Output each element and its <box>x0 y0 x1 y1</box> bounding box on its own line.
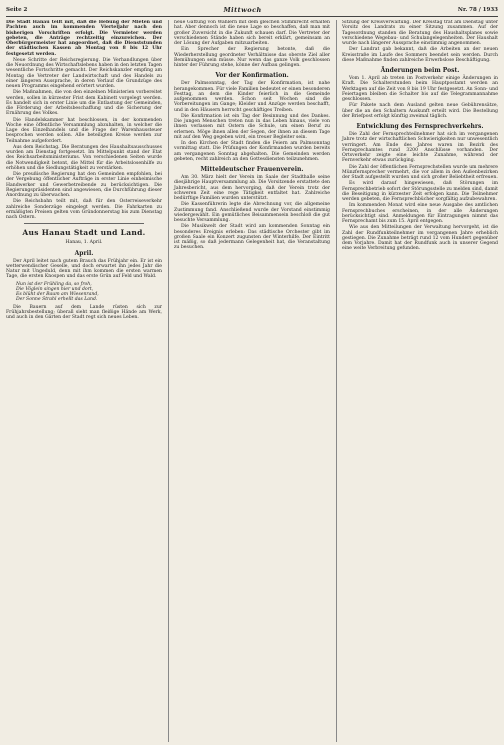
article-paragraph: Der Landrat gab bekannt, daß die Arbeiten an der neuen Kreisstraße im Laufe des Sommers beendet sein werden. Durch diese Maßnahme finden zahlreiche Erwerbslose Beschäftigung. <box>342 47 498 63</box>
article-paragraph: Es wird darauf hingewiesen, daß Störungen im Fernsprechbetrieb sofort der Störungsstelle zu melden sind, damit die Beseitigung in kürzester Zeit erfolgen kann. Die Teilnehmer werden gebeten, die Fernsprechbücher sorgfältig aufzubewahren. <box>342 181 498 202</box>
page-number: Seite 2 <box>6 7 28 13</box>
article-paragraph: Die Zahl der Fernsprechteilnehmer hat sich im vergangenen Jahre trotz der wirtschaftlichen Schwierigkeiten nur unwesentlich verringert. Am Ende des Jahres waren im Bezirk des Fernsprechamtes rund 3200 Anschlüsse vorhanden. Der Ortsverkehr zeigte eine leichte Zunahme, während der Fernverkehr etwas zurückging. <box>342 132 498 164</box>
dateline: Hanau, 1. April. <box>65 240 103 246</box>
poem <box>16 282 152 303</box>
article-heading: Vor der Konfirmation. <box>215 72 289 80</box>
article-paragraph: Die preußische Regierung hat den Gemeinden empfohlen, bei der Vergebung öffentlicher Aufträge in erster Linie einheimische Handwerker und Gewerbetreibende zu berücksichtigen. Die Regierungspräsidenten sind angewiesen, die Durchführung dieser Anordnung zu überwachen. <box>6 172 162 198</box>
article-paragraph: Die Handelskammer hat beschlossen, in der kommenden Woche eine öffentliche Versammlung abzuhalten, in welcher die Lage des Einzelhandels und die Frage der Warenhaussteuer besprochen werden sollen. Alle beteiligten Kreise werden zur Teilnahme aufgefordert. <box>6 117 162 144</box>
article-paragraph: Die Zahl der öffentlichen Fernsprechstellen wurde um mehrere Münzfernsprecher vermehrt, die vor allem in den Außenbezirken der Stadt aufgestellt wurden und sich großer Beliebtheit erfreuen. <box>342 164 498 180</box>
column-right <box>336 20 498 742</box>
poem-line: Der Sonne Strahl erhellt das Land. <box>16 297 98 303</box>
section-divider <box>24 223 144 224</box>
article-paragraph: In den Kirchen der Stadt finden die Feiern am Palmsonntag vormittag statt. Die Prüfungen der Konfirmanden wurden bereits am vergangenen Sonntag abgehalten. Die Gemeinden werden gebeten, recht zahlreich an den Gottesdiensten teilzunehmen. <box>174 141 330 162</box>
article-paragraph: Die Maßnahmen, die von den einzelnen Ministerien vorbereitet werden, sollen in kürzester Frist dem Kabinett vorgelegt werden. Es handelt sich in erster Linie um die Entlastung der Gemeinden, die Förderung der Arbeitsbeschaffung und die Sicherung der Ernährung des Volkes. <box>6 90 162 117</box>
article-paragraph: Wie aus den Mitteilungen der Verwaltung hervorgeht, ist die Zahl der Rundfunkteilnehmer im vergangenen Jahre erheblich gestiegen. Die Zunahme beträgt rund 12 vom Hundert gegenüber dem Vorjahre. Damit hat der Rundfunk auch in unserer Gegend eine weite Verbreitung gefunden. <box>342 225 498 252</box>
section-title: April. <box>74 249 94 257</box>
article-paragraph: Die Musikwelt der Stadt wird am kommenden Sonntag ein besonderes Ereignis erleben: Das städtische Orchester gibt im großen Saale ein Konzert zugunsten der Winterhilfe. Der Eintritt ist mäßig, so daß jedermann Gelegenheit hat, die Veranstaltung zu besuchen. <box>174 224 330 251</box>
lead-paragraph: Die Stadt Hanau teilt mit, daß die Hebung der Mieten und Pachten auch im kommenden Vierteljahr nach den bisherigen Vorschriften erfolgt. Die Vermieter werden gebeten, die Anträge rechtzeitig einzureichen. Der Oberbürgermeister hat angeordnet, daß die Dienststunden der städtischen Kassen ab Montag von 8 bis 12 Uhr festgesetzt werden. <box>6 20 162 57</box>
article-paragraph: Neue Schritte der Reichsregierung. Die Verhandlungen über die Neuordnung des Wirtschaftslebens haben in den letzten Tagen wesentliche Fortschritte gemacht. Der Reichskanzler empfing am Montag die Vertreter der Landwirtschaft und des Handels zu einer längeren Aussprache, in deren Verlauf die Grundzüge des neuen Programms eingehend erörtert wurden. <box>6 57 162 89</box>
article-paragraph: Der Palmsonntag, der Tag der Konfirmation, ist nahe herangekommen. Für viele Familien bedeutet er einen besonderen Festtag, an dem die Kinder feierlich in die Gemeinde aufgenommen werden. Schon seit Wochen sind die Vorbereitungen im Gange; Kleider und Anzüge werden beschafft, und in den Häusern herrscht geschäftiges Treiben. <box>174 81 330 113</box>
article-paragraph: Vom 1. April ab treten im Postverkehr einige Änderungen in Kraft. Die Schalterstunden beim Hauptpostamt werden an Werktagen auf die Zeit von 8 bis 19 Uhr festgesetzt. An Sonn- und Feiertagen bleiben die Schalter bis auf die Telegrammannahme geschlossen. <box>342 76 498 102</box>
poem-line: Es blüht der Baum am Wiesenrand, <box>16 292 99 297</box>
article-paragraph: Sitzung der Kreisverwaltung. Der Kreistag trat am Dienstag unter Vorsitz des Landrats zu einer Sitzung zusammen. Auf der Tagesordnung standen die Beratung des Haushaltsplanes sowie verschiedene Wegebau- und Schulangelegenheiten. Der Haushalt wurde nach längerer Aussprache einstimmig angenommen. <box>342 20 498 46</box>
issue-number: Nr. 78 / 1933 <box>457 7 498 13</box>
article-paragraph: Der April leitet nach gutem Brauch das Frühjahr ein. Er ist ein wetterwendischer Geselle, und doch erwartet ihn jedes Jahr die Natur mit Ungeduld, denn mit ihm kommen die ersten warmen Tage, die ersten Knospen und das erste Grün auf Feld und Wald. <box>6 258 162 280</box>
article-heading: Änderungen beim Post. <box>380 67 460 74</box>
section-heading: Aus Hanau Stadt und Land. <box>22 228 146 238</box>
column-left <box>6 20 162 742</box>
article-paragraph: neue Gattung von Wählern mit dem gleichen Stimmrecht erhalten hat. Aber dennoch ist die neue Lage so beschaffen, daß man mit großer Zuversicht in die Zukunft schauen darf. Die Vertreter der verschiedenen Stände haben sich bereit erklärt, gemeinsam an der Lösung der Aufgaben mitzuarbeiten. <box>174 20 330 46</box>
poem-line: Die Vöglein singen hier und dort, <box>16 286 94 292</box>
article-paragraph: Die Bauern auf dem Lande rüsten sich zur Frühjahrsbestellung; überall sieht man fleißige Hände am Werk, und auch in den Gärten der Stadt regt sich neues Leben. <box>6 304 162 320</box>
article-paragraph: Die Reichsbahn teilt mit, daß für den Osterreiseverkehr zahlreiche Sonderzüge eingelegt werden. Die Fahrkarten zu ermäßigten Preisen gelten vom Gründonnerstag bis zum Dienstag nach Ostern. <box>6 199 162 220</box>
column-middle <box>168 20 330 742</box>
poem-line: Nun ist der Frühling da, so froh, <box>16 281 92 287</box>
article-paragraph: Aus dem Reichstag. Die Beratungen des Haushaltsausschusses wurden am Dienstag fortgesetzt. Im Mittelpunkt stand der Etat des Reichsarbeitsministeriums. Von verschiedenen Seiten wurde die Notwendigkeit betont, die Mittel für die Arbeitslosenhilfe zu erhöhen und die Siedlungstätigkeit zu verstärken. <box>6 144 162 171</box>
article-heading: Entwicklung des Fernsprechverkehrs. <box>356 123 484 130</box>
article-paragraph: Ein Sprecher der Regierung betonte, daß die Wiederherstellung geordneter Verhältnisse das oberste Ziel aller Bemühungen sein müsse. Nur wenn das ganze Volk geschlossen hinter der Führung stehe, könne der Aufbau gelingen. <box>174 47 330 68</box>
article-heading: Mitteldeutscher Frauenverein. <box>200 166 304 173</box>
page-header <box>6 4 498 17</box>
article-paragraph: Die Kassenführerin legte die Abrechnung vor, die allgemeine Zustimmung fand. Anschließend wurde der Vorstand einstimmig wiedergewählt. Ein gemütliches Beisammensein beschloß die gut besuchte Versammlung. <box>174 202 330 223</box>
article-paragraph: Für Pakete nach dem Ausland gelten neue Gebührensätze, über die an den Schaltern Auskunft erteilt wird. Die Bestellung der Briefpost erfolgt künftig zweimal täglich. <box>342 103 498 119</box>
text-columns <box>6 20 498 742</box>
masthead-title: Mittwoch <box>223 6 262 14</box>
article-paragraph: Die Konfirmation ist ein Tag der Besinnung und des Dankes. Die jungen Menschen treten nun in das Leben hinaus, viele von ihnen verlassen mit Ostern die Schule, um einen Beruf zu erlernen. Möge ihnen allen der Segen, der ihnen an diesem Tage mit auf den Weg gegeben wird, ein treuer Begleiter sein. <box>174 113 330 140</box>
article-paragraph: Im kommenden Monat wird eine neue Ausgabe des amtlichen Fernsprechbuches erscheinen, in der alle Änderungen berücksichtigt sind. Anmeldungen für Eintragungen nimmt das Fernsprechamt bis zum 15. April entgegen. <box>342 203 498 224</box>
article-paragraph: Am 30. März hielt der Verein im Saale der Stadthalle seine diesjährige Hauptversammlung ab. Die Vorsitzende erstattete den Jahresbericht, aus dem hervorging, daß der Verein trotz der schweren Zeit eine rege Tätigkeit entfaltet hat. Zahlreiche bedürftige Familien wurden unterstützt. <box>174 175 330 201</box>
